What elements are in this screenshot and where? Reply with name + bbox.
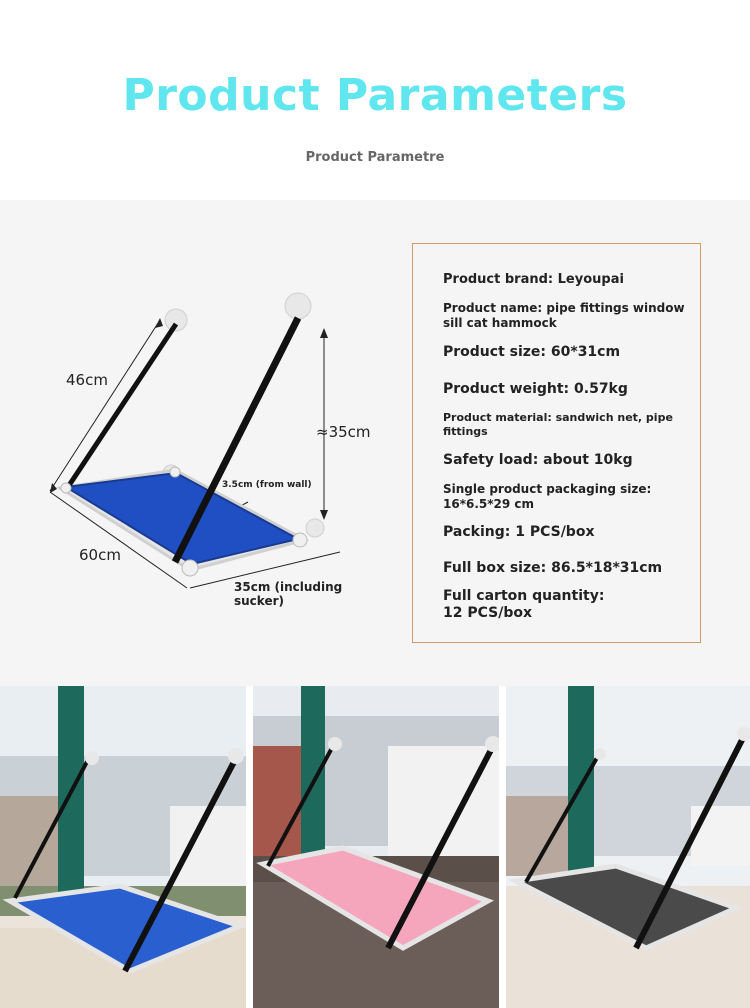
dimension-strap-length: 46cm	[66, 371, 108, 389]
photo-gray-hammock	[506, 686, 750, 1008]
product-photos	[0, 686, 750, 1008]
param-name: Product name: pipe fittings window sill cat hammock	[443, 301, 685, 330]
param-packaging-size: Single product packaging size: 16*6.5*29 cm	[443, 482, 652, 511]
pink-hammock-image	[253, 686, 499, 1008]
blue-hammock-image	[0, 686, 246, 1008]
photo-pink-hammock	[253, 686, 499, 1008]
param-size: Product size: 60*31cm	[443, 344, 621, 360]
hammock-diagram	[0, 200, 400, 686]
param-weight: Product weight: 0.57kg	[443, 381, 628, 397]
param-brand: Product brand: Leyoupai	[443, 272, 624, 287]
page-subtitle: Product Parametre	[305, 150, 445, 165]
page-title: Product Parameters	[122, 70, 628, 121]
parameters-box	[412, 243, 701, 643]
dimension-height: ≈35cm	[316, 423, 371, 441]
param-packing: Packing: 1 PCS/box	[443, 524, 595, 540]
param-carton-quantity: Full carton quantity: 12 PCS/box	[443, 588, 605, 621]
gray-hammock-image	[506, 686, 750, 1008]
dimension-length: 60cm	[79, 546, 121, 564]
photo-blue-hammock	[0, 686, 246, 1008]
param-material: Product material: sandwich net, pipe fittings	[443, 411, 673, 438]
hammock-illustration	[0, 200, 400, 686]
spec-section	[0, 200, 750, 686]
dimension-from-wall: 3.5cm (from wall)	[222, 480, 312, 490]
param-safety-load: Safety load: about 10kg	[443, 452, 633, 468]
dimension-width: 35cm (including sucker)	[234, 580, 343, 608]
param-full-box-size: Full box size: 86.5*18*31cm	[443, 560, 663, 576]
